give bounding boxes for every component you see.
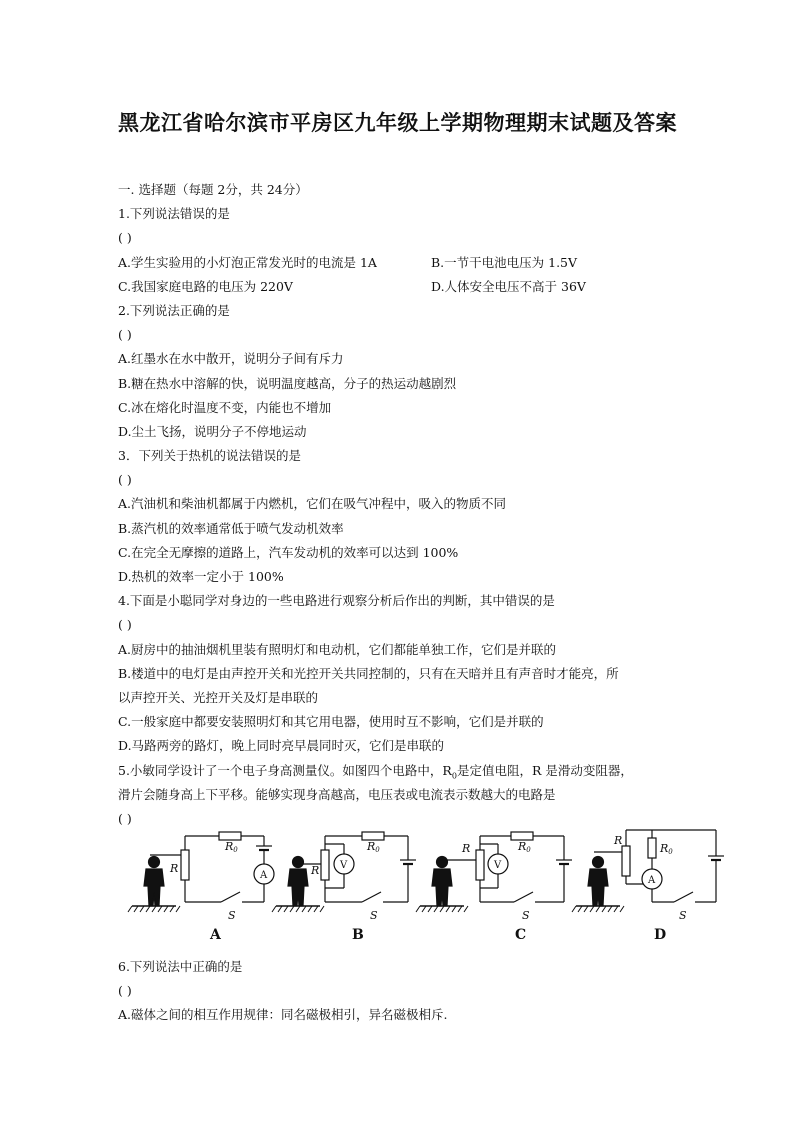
option-c: C.我国家庭电路的电压为 220V — [118, 278, 293, 294]
option-d: D.马路两旁的路灯，晚上同时亮早晨同时灭，它们是串联的 — [118, 738, 445, 754]
question-1-options-row-1 — [118, 251, 698, 275]
ammeter-label: A — [260, 870, 268, 881]
option-d: D.尘土飞扬，说明分子不停地运动 — [118, 423, 307, 439]
r0-label: R0 — [660, 842, 673, 856]
option-a: A.红墨水在水中散开，说明分子间有斥力 — [118, 351, 344, 367]
circuit-diagrams-figure — [126, 824, 732, 950]
r0-label: R0 — [518, 840, 531, 854]
switch-label: S — [679, 909, 687, 922]
question-6-stem: 6.下列说法中正确的是 — [118, 959, 243, 975]
option-b: B.蒸汽机的效率通常低于喷气发动机效率 — [118, 520, 344, 536]
page-title: 黑龙江省哈尔滨市平房区九年级上学期物理期末试题及答案 — [118, 111, 677, 135]
circuit-c — [416, 832, 572, 912]
ammeter-label: A — [648, 875, 656, 886]
circuit-label-b: B — [352, 927, 364, 943]
answer-blank: ( ) — [118, 983, 132, 999]
question-1-options-row-2 — [118, 275, 698, 299]
circuit-label-d: D — [654, 927, 667, 943]
option-d: D.人体安全电压不高于 36V — [431, 278, 586, 294]
option-a: A.学生实验用的小灯泡正常发光时的电流是 1A — [118, 254, 377, 270]
option-a: A.厨房中的抽油烟机里装有照明灯和电动机，它们都能单独工作，它们是并联的 — [118, 641, 557, 657]
option-a: A.汽油机和柴油机都属于内燃机，它们在吸气冲程中，吸入的物质不同 — [118, 496, 507, 512]
answer-blank: ( ) — [118, 810, 132, 826]
question-3-stem: 3．下列关于热机的说法错误的是 — [118, 448, 301, 464]
circuit-label-a: A — [210, 927, 221, 943]
r-label: R — [170, 862, 179, 875]
option-c: C.一般家庭中都要安装照明灯和其它用电器，使用时互不影响，它们是并联的 — [118, 714, 544, 730]
question-1-stem: 1.下列说法错误的是 — [118, 206, 230, 222]
r-label: R — [462, 842, 471, 855]
answer-blank: ( ) — [118, 230, 132, 246]
option-a: A.磁体之间的相互作用规律：同名磁极相引，异名磁极相斥. — [118, 1007, 448, 1023]
option-b: B.一节干电池电压为 1.5V — [431, 254, 578, 270]
r-label: R — [614, 834, 623, 847]
circuit-b — [272, 832, 416, 912]
question-2-stem: 2.下列说法正确的是 — [118, 302, 230, 318]
section-heading: 一. 选择题（每题 2分，共 24分） — [118, 182, 308, 197]
circuit-d — [572, 830, 724, 912]
option-b: B.糖在热水中溶解的快，说明温度越高，分子的热运动越剧烈 — [118, 375, 457, 391]
question-5-stem: 5.小敏同学设计了一个电子身高测量仪。如图四个电路中，$R_0$是定值电阻，R 是滑动变阻器， — [118, 762, 633, 780]
switch-label: S — [370, 909, 378, 922]
circuit-a — [128, 832, 274, 912]
option-c: C.在完全无摩擦的道路上，汽车发动机的效率可以达到 100% — [118, 544, 459, 560]
answer-blank: ( ) — [118, 472, 132, 488]
option-d: D.热机的效率一定小于 100% — [118, 569, 284, 584]
option-c: C.冰在熔化时温度不变，内能也不增加 — [118, 399, 332, 415]
option-b: B.楼道中的电灯是由声控开关和光控开关共同控制的，只有在天暗并且有声音时才能亮，所 — [118, 665, 619, 681]
switch-label: S — [522, 909, 530, 922]
question-5-stem-continued: 滑片会随身高上下平移。能够实现身高越高，电压表或电流表示数越大的电路是 — [118, 786, 556, 802]
switch-label: S — [228, 909, 236, 922]
answer-blank: ( ) — [118, 327, 132, 343]
circuit-label-c: C — [515, 927, 527, 943]
voltmeter-label: V — [340, 860, 348, 871]
r-label: R — [311, 864, 320, 877]
r0-label: R0 — [225, 840, 238, 854]
question-4-stem: 4.下面是小聪同学对身边的一些电路进行观察分析后作出的判断，其中错误的是 — [118, 593, 555, 609]
voltmeter-label: V — [494, 860, 502, 871]
answer-blank: ( ) — [118, 617, 132, 633]
option-b-continued: 以声控开关、光控开关及灯是串联的 — [118, 689, 319, 705]
r0-label: R0 — [367, 840, 380, 854]
